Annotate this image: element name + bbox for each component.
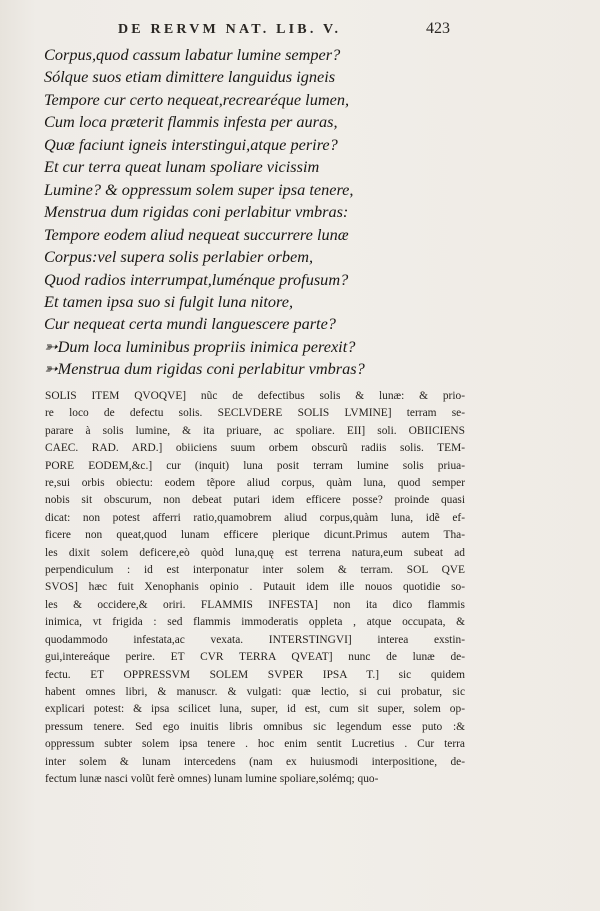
verse-line: Sólque suos etiam dimittere languidus igneis bbox=[44, 67, 336, 87]
verse-line: Quod radios interrumpat,luménque profusum? bbox=[44, 269, 349, 289]
verse-block bbox=[44, 44, 464, 381]
commentary-line: fectu. ET OPPRESSVM SOLEM SVPER IPSA T.] sic quidem bbox=[45, 668, 465, 681]
commentary-line: les & occidere,& oriri. FLAMMIS INFESTA] non ita dico flammis bbox=[45, 598, 465, 611]
commentary-line: SVOS] hæc fuit Xenophanis opinio . Putauit idem ille nouos quotidie so- bbox=[45, 581, 465, 594]
verse-line: Et cur terra queat lunam spoliare vicissim bbox=[44, 157, 320, 177]
verse-line: Et tamen ipsa suo si fulgit luna nitore, bbox=[44, 291, 294, 311]
commentary-line: inter solem & lunam intercedens (nam ex huiusmodi interpositione, de- bbox=[45, 755, 465, 768]
commentary-block bbox=[45, 388, 465, 788]
commentary-line: perpendiculum : id est interponatur inter solem & terram. SOL QVE bbox=[45, 564, 465, 577]
commentary-line: fectum lunæ nasci volũt ferè omnes) lunam lumine spoliare,solémq; quo- bbox=[45, 772, 379, 785]
verse-line: ➳Menstrua dum rigidas coni perlabitur vmbras? bbox=[44, 359, 365, 379]
verse-line: Lumine? & oppressum solem super ipsa tenere, bbox=[44, 179, 354, 199]
verse-line: ➳Dum loca luminibus propriis inimica perexit? bbox=[44, 336, 356, 356]
commentary-line: ficere non queat,quod lunam efficere plerique dicunt.Primus autem Tha- bbox=[45, 529, 465, 542]
commentary-line: les dixit solem deficere,eò quòd luna,quę est terrena natura,eum subeat ad bbox=[45, 546, 465, 559]
verse-line: Menstrua dum rigidas coni perlabitur vmbras: bbox=[44, 202, 349, 222]
verse-line: Cum loca præterit flammis infesta per auras, bbox=[44, 112, 338, 132]
commentary-line: SOLIS ITEM QVOQVE] nũc de defectibus solis & lunæ: & prio- bbox=[45, 390, 465, 402]
commentary-line: quodammodo infestata,ac vexata. INTERSTINGVI] interea exstin- bbox=[45, 633, 465, 646]
verse-line: Corpus:vel supera solis perlabier orbem, bbox=[44, 247, 314, 267]
commentary-line: nobis sit obscurum, non debeat putari idem efficere posse? proinde quasi bbox=[45, 494, 465, 507]
commentary-line: pressum tenere. Sed ego inuitis libris omnibus sic legendum esse puto :& bbox=[45, 720, 465, 733]
commentary-line: oppressum subter solem ipsa tenere . hoc enim sentit Lucretius . Cur terra bbox=[45, 738, 465, 751]
commentary-line: gui,intereáque perire. ET CVR TERRA QVEAT] nunc de lunæ de- bbox=[45, 651, 465, 664]
commentary-line: parare à solis lumine, & ita priuare, ac spoliare. EII] soli. OBIICIENS bbox=[45, 424, 465, 437]
page-number: 423 bbox=[426, 20, 450, 37]
commentary-line: PORE EODEM,&c.] cur (inquit) luna posit terram lumine solis priua- bbox=[45, 459, 465, 472]
verse-line: Quæ faciunt igneis interstingui,atque perire? bbox=[44, 134, 338, 154]
commentary-line: explicari potest: & ipsa scilicet luna, super, id est, cum sit super, solem op- bbox=[45, 703, 465, 716]
verse-line: Cur nequeat certa mundi languescere parte? bbox=[44, 314, 336, 334]
verse-line: Tempore cur certo nequeat,recrearéque lumen, bbox=[44, 89, 350, 109]
commentary-line: dicat: non potest afferri ratio,quamobrem aliud corpus,quàm luna, idẽ ef- bbox=[45, 511, 465, 524]
commentary-line: re,sui orbis obiectu: eodem tẽpore aliud corpus, quàm luna, quod semper bbox=[45, 477, 465, 490]
verse-line: Tempore eodem aliud nequeat succurrere lunæ bbox=[44, 224, 349, 244]
commentary-line: habent omnes libri, & manuscr. & vulgati: quæ lectio, si cui probatur, sic bbox=[45, 685, 465, 698]
commentary-line: inimica, vt frigida : sed flammis immoderatis oppleta , atque occupata, & bbox=[45, 616, 465, 629]
commentary-line: re loco de defectu solis. SECLVDERE SOLIS LVMINE] terram se- bbox=[45, 407, 465, 420]
verse-line: Corpus,quod cassum labatur lumine semper? bbox=[44, 45, 341, 64]
commentary-line: CAEC. RAD. ARD.] obiiciens suum orbem obscurũ radiis solis. TEM- bbox=[45, 442, 465, 455]
running-title: DE RERVM NAT. LIB. V. bbox=[118, 22, 342, 37]
